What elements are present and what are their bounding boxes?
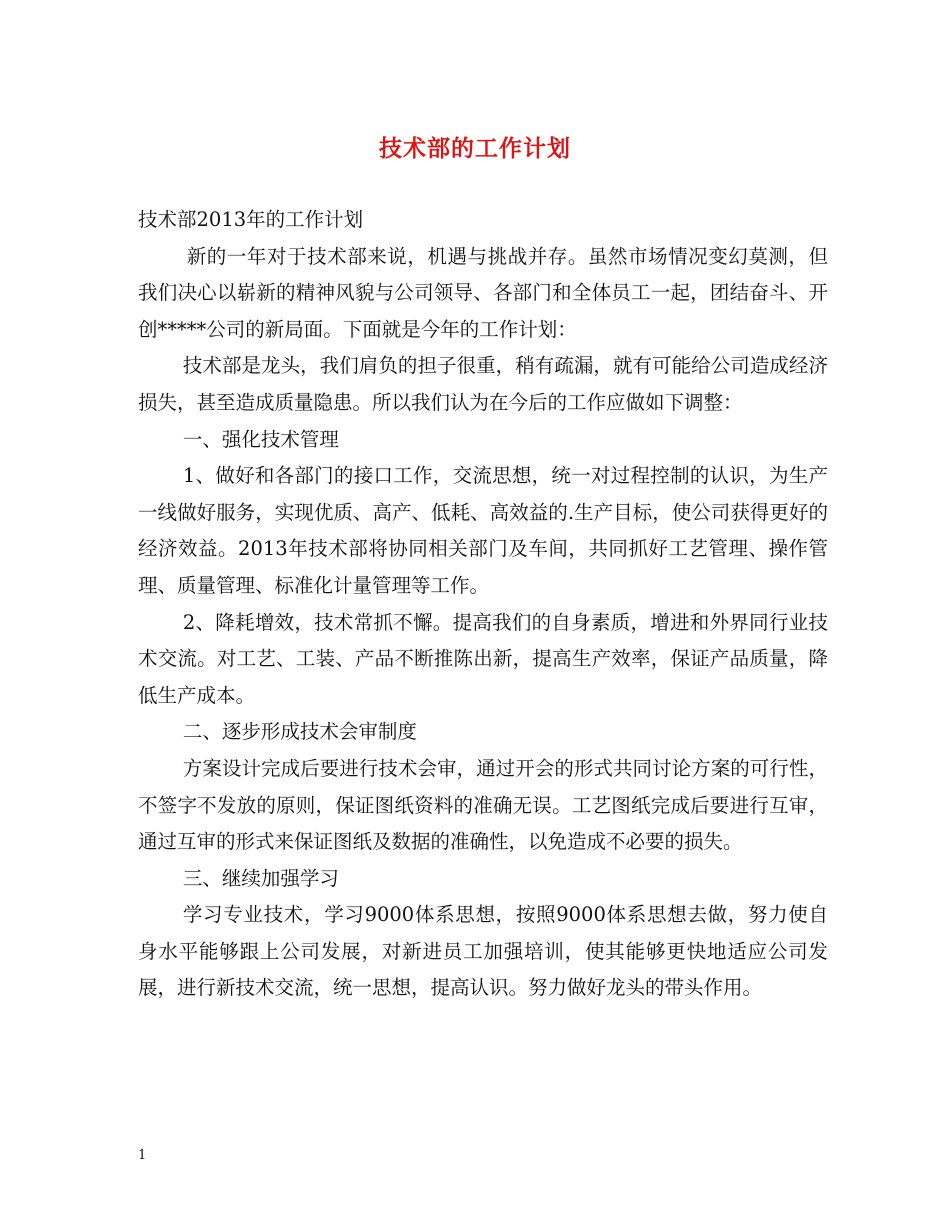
section-heading-1: 一、强化技术管理 [182,427,339,451]
paragraph-learning: 学习专业技术，学习9000体系思想，按照9000体系思想去做，努力使自身水平能够跟上公司发展，对新进员工加强培训，使其能够更快地适应公司发展，进行新技术交流，统一思想，提高认识。努力做好龙头的带头作用。 [138,903,828,1000]
paragraph-intro: 新的一年对于技术部来说，机遇与挑战并存。虽然市场情况变幻莫测，但我们决心以崭新的精神风貌与公司领导、各部门和全体员工一起，团结奋斗、开创*****公司的新局面。下面就是今年的工作计划： [138,244,828,341]
paragraph-item-1: 1、做好和各部门的接口工作，交流思想，统一对过程控制的认识，为生产一线做好服务，实现优质、高产、低耗、高效益的.生产目标，使公司获得更好的经济效益。2013年技术部将协同相关部门及车间，共同抓好工艺管理、操作管理、质量管理、标准化计量管理等工作。 [138,464,828,597]
section-heading-2: 二、逐步形成技术会审制度 [182,720,417,744]
document-title: 技术部的工作计划 [379,135,571,162]
section-heading-3: 三、继续加强学习 [182,866,339,890]
page-number: 1 [138,1148,147,1163]
paragraph-review: 方案设计完成后要进行技术会审，通过开会的形式共同讨论方案的可行性，不签字不发放的原则，保证图纸资料的准确无误。工艺图纸完成后要进行互审，通过互审的形式来保证图纸及数据的准确性，以免造成不必要的损失。 [138,756,828,854]
paragraph-item-2: 2、降耗增效，技术常抓不懈。提高我们的自身素质，增进和外界同行业技术交流。对工艺、工装、产品不断推陈出新，提高生产效率，保证产品质量，降低生产成本。 [138,610,828,707]
paragraph-role: 技术部是龙头，我们肩负的担子很重，稍有疏漏，就有可能给公司造成经济损失，甚至造成质量隐患。所以我们认为在今后的工作应做如下调整： [138,354,828,414]
document-body [138,202,828,1007]
document-subtitle: 技术部2013年的工作计划 [138,208,364,231]
